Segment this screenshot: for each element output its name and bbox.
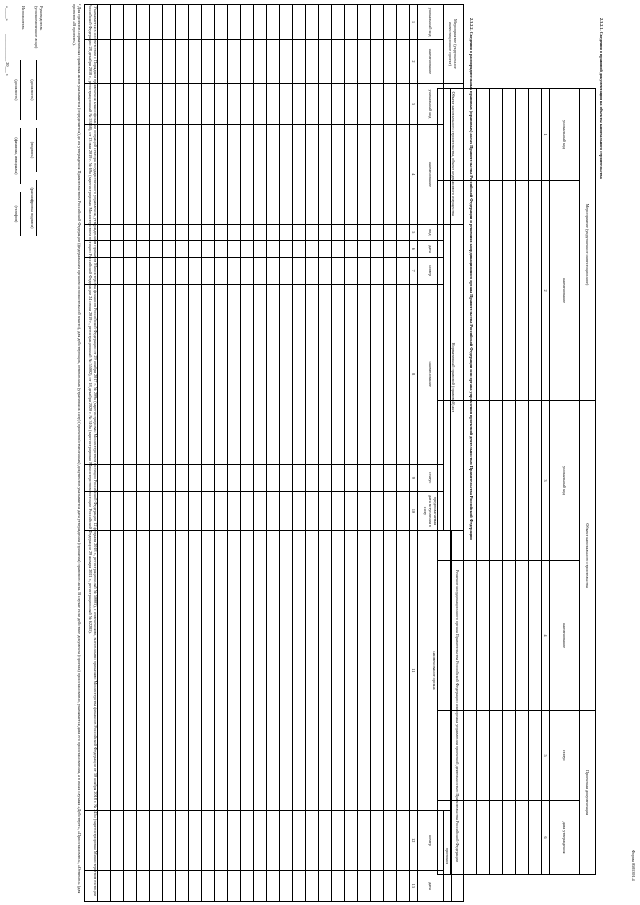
table-row <box>254 5 267 902</box>
head-fullname-line[interactable] <box>36 180 37 236</box>
s2-num-13: 13 <box>410 870 418 901</box>
table-row <box>358 5 371 902</box>
table-row <box>150 5 163 902</box>
s2-col-unique-code: уникальный код <box>418 5 444 40</box>
table-row <box>176 5 189 902</box>
date-prefix: «_____» <box>5 6 10 21</box>
s1-col-approval-date: дата утверждения <box>550 801 580 875</box>
s1-num-2: 2 <box>542 181 550 401</box>
s1-num-3: 3 <box>542 401 550 561</box>
s2-num-5: 5 <box>410 224 418 241</box>
executor-fio-caption: (фамилия, инициалы) <box>14 137 19 175</box>
s1-col-name2: наименование <box>550 561 580 711</box>
executor-position-line[interactable] <box>20 60 21 120</box>
table-row <box>503 89 516 875</box>
s2-num-11: 11 <box>410 531 418 811</box>
s2-group-protocol: протокол <box>444 810 452 901</box>
s1-group-exam: Проектная документация <box>580 711 596 875</box>
s1-col-unique-code: уникальный код <box>550 89 580 181</box>
s1-col-unique-code2: уникальный код <box>550 401 580 561</box>
table-row <box>397 5 410 902</box>
table-row <box>516 89 529 875</box>
executor-phone-line[interactable] <box>20 192 21 236</box>
head-position-caption: (должность) <box>30 79 35 101</box>
executor-position-caption: (должность) <box>14 79 19 101</box>
head-sign-line[interactable] <box>36 128 37 172</box>
s1-group-activity: Мероприятие (укрупненное инвестиционное) <box>580 89 596 401</box>
s2-num-10: 10 <box>410 491 418 530</box>
section2-table <box>84 4 464 902</box>
table-row <box>345 5 358 902</box>
s2-col-body-name: наименование органа <box>418 531 452 811</box>
s2-num-12: 12 <box>410 810 418 870</box>
head-label: Руководитель (уполномоченное лицо) <box>34 6 44 49</box>
s2-col-date: дата <box>418 241 444 258</box>
table-row <box>332 5 345 902</box>
footnote-2: ² Для проектов нормативных правовых актов указывается (определяется) до их утверждения Правительством Российской Федерации (федеральным органом исполнительной власти), для действующих, отмененных (утративших силу) (проектов/отмененных) документов указывается дата утверждения (принятия) правового акта. В случае если действие документа (проекта) приостановлено, указывается дата его приостановления, а в иных случаях «Действует», «Приостановлен», «Отменен» (для проектов «В проекте»). <box>71 4 82 894</box>
table-row <box>111 5 124 902</box>
s2-col-name: наименование <box>418 40 444 84</box>
s2-num-9: 9 <box>410 464 418 491</box>
s2-group-object: Объект капитального строительства, объект недвижимого имущества <box>444 83 464 224</box>
head-position-line[interactable] <box>36 60 37 120</box>
s2-num-8: 8 <box>410 284 418 464</box>
table-row <box>267 5 280 902</box>
s1-num-6: 6 <box>542 801 550 875</box>
executor-fio-line[interactable] <box>20 128 21 184</box>
table-row <box>477 89 490 875</box>
footnote-1: ¹ Указывается в соответствии с Порядком применения классификации операций сектора государственного управления, утвержденным приказом Министерства финансов Российской Федерации от 29 ноября 2017 г. № 209н (зарегистрирован Министерством юстиции Российской Федерации 12 февраля 2018 г., регистрационный № 50003), с изменениями, внесенными приказами Министерства финансов Российской Федерации от 30 ноября 2018 г. № 245н (зарегистрирован Министерством юстиции Российской Федерации 28 декабря 2018 г., регистрационный № 53168), от 13 мая 2019 г. № 69н (зарегистрирован Министерством юстиции Российской Федерации 24 июня 2019 г., регистрационный № 55002), от 18 декабря 2020 г. № 310н (зарегистрирован Министерством юстиции Российской Федерации 29 января 2021 г., регистрационный № 62285). <box>87 4 98 897</box>
s2-num-1: 1 <box>410 5 418 40</box>
table-row <box>163 5 176 902</box>
table-row <box>293 5 306 902</box>
table-row <box>98 5 111 902</box>
table-row <box>202 5 215 902</box>
s2-num-4: 4 <box>410 125 418 224</box>
s1-num-1: 1 <box>542 89 550 181</box>
table-row <box>306 5 319 902</box>
s2-col-date2: дата <box>418 870 444 901</box>
form-id: Форма 0505391.4 <box>631 850 636 881</box>
table-row <box>529 89 542 875</box>
s2-col-deadline: предполагаемая дата вступления в силу <box>418 491 444 530</box>
date-line: _____________ 20___ г. <box>5 34 10 77</box>
table-row <box>228 5 241 902</box>
s2-col-unique-code2: уникальный код <box>418 83 444 124</box>
executor-label: Исполнитель <box>21 6 26 30</box>
s2-num-7: 7 <box>410 257 418 284</box>
head-fullname-caption: (расшифровка подписи) <box>30 187 35 229</box>
s1-col-status: статус <box>550 711 580 801</box>
table-row <box>371 5 384 902</box>
s2-col-number2: номер <box>418 810 444 870</box>
table-row <box>384 5 397 902</box>
s2-col-type: вид <box>418 224 444 241</box>
table-row <box>241 5 254 902</box>
table-row <box>490 89 503 875</box>
s1-num-5: 5 <box>542 711 550 801</box>
head-sign-caption: (подпись) <box>30 141 35 159</box>
s1-num-4: 4 <box>542 561 550 711</box>
s2-col-name3: наименование <box>418 284 444 464</box>
table-row <box>280 5 293 902</box>
s1-col-name: наименование <box>550 181 580 401</box>
s2-num-3: 3 <box>410 83 418 124</box>
executor-phone-caption: (телефон) <box>14 205 19 223</box>
section2-title: 2.3.2.2. Сведения о распорядительных правовых (правовых) актах Правительства Российской Федерации и решениях координационного органа Правительства Российской Федерации или органа управления проектной деятельностью Правительства Российской Федерации <box>469 18 474 540</box>
s2-col-name2: наименование <box>418 125 444 224</box>
s2-group-activity: Мероприятие (укрупненное инвестиционное проект) <box>444 5 464 84</box>
s2-group-act: Нормативный правовой (правовой) акт <box>444 224 464 531</box>
table-row <box>215 5 228 902</box>
table-row <box>137 5 150 902</box>
s2-group-decision: Решение координационного органа Правительства Российской Федерации или органа управления проектной деятельностью Правительства Российской Федерации <box>452 531 464 902</box>
section1-title: 2.3.2.1. Сведения о правовой документации на объекты капитального строительства <box>599 18 604 179</box>
s1-group-object: Объект капитального строительства <box>580 401 596 711</box>
table-row <box>189 5 202 902</box>
s2-num-2: 2 <box>410 40 418 84</box>
s2-num-6: 6 <box>410 241 418 258</box>
s2-col-number: номер <box>418 257 444 284</box>
table-row <box>319 5 332 902</box>
s2-col-status: статус <box>418 464 444 491</box>
table-row <box>124 5 137 902</box>
